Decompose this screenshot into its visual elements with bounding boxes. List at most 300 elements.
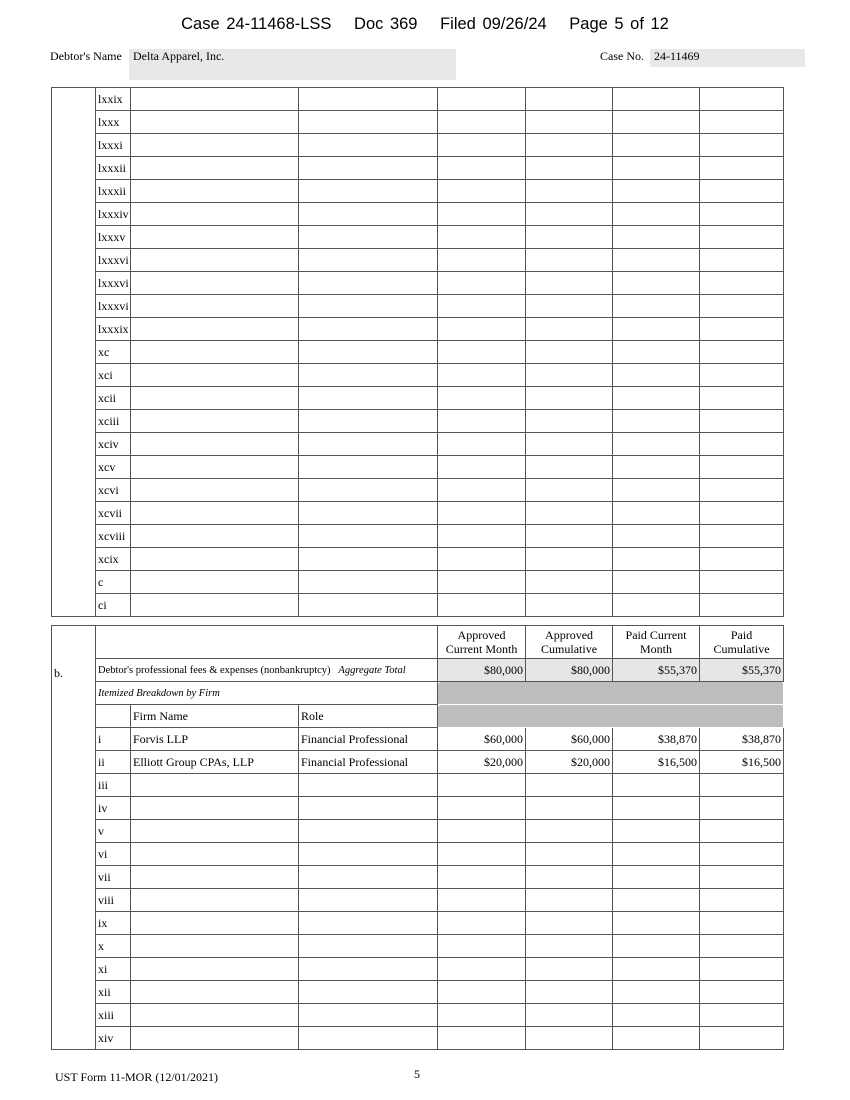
approved-cumulative-cell[interactable] — [526, 433, 613, 456]
approved-cumulative-cell[interactable] — [526, 180, 613, 203]
paid-current-cell[interactable] — [613, 571, 700, 594]
firm-name-cell[interactable]: Forvis LLP — [131, 728, 299, 751]
firm-name-cell[interactable] — [131, 157, 299, 180]
row-number: xc — [96, 341, 131, 364]
approved-current-cell[interactable] — [438, 341, 526, 364]
table-row — [52, 272, 784, 295]
firm-name-cell[interactable] — [131, 935, 299, 958]
approved-cumulative-cell[interactable] — [526, 157, 613, 180]
paid-current-cell[interactable] — [613, 180, 700, 203]
firm-name-cell[interactable] — [131, 571, 299, 594]
paid-cumulative-cell[interactable] — [700, 797, 784, 820]
paid-current-cell[interactable] — [613, 958, 700, 981]
row-number: c — [96, 571, 131, 594]
paid-cumulative-cell[interactable] — [700, 272, 784, 295]
role-cell[interactable] — [299, 479, 438, 502]
firm-number: vi — [96, 843, 131, 866]
role-cell[interactable] — [299, 935, 438, 958]
approved-cumulative-cell[interactable] — [526, 958, 613, 981]
paid-current-cell[interactable] — [613, 843, 700, 866]
table-row — [52, 180, 784, 203]
firm-name-cell[interactable] — [131, 203, 299, 226]
table-row — [52, 682, 784, 705]
paid-cumulative-cell[interactable] — [700, 88, 784, 111]
paid-current-cell[interactable] — [613, 318, 700, 341]
paid-current-cell[interactable]: $16,500 — [613, 751, 700, 774]
approved-cumulative-cell[interactable] — [526, 226, 613, 249]
approved-cumulative-cell[interactable] — [526, 502, 613, 525]
approved-current-cell[interactable] — [438, 843, 526, 866]
firm-name-cell[interactable] — [131, 249, 299, 272]
approved-current-cell[interactable] — [438, 774, 526, 797]
approved-cumulative-cell[interactable] — [526, 479, 613, 502]
approved-current-cell[interactable] — [438, 111, 526, 134]
aggregate-label — [96, 659, 438, 682]
itemized-label: Itemized Breakdown by Firm — [96, 682, 438, 705]
paid-cumulative-cell[interactable] — [700, 341, 784, 364]
approved-cumulative-cell[interactable] — [526, 203, 613, 226]
row-number: xcv — [96, 456, 131, 479]
approved-current-cell[interactable] — [438, 157, 526, 180]
paid-cumulative-cell[interactable] — [700, 1004, 784, 1027]
firm-name-cell[interactable] — [131, 318, 299, 341]
approved-current-cell[interactable] — [438, 249, 526, 272]
firm-name-cell[interactable] — [131, 525, 299, 548]
role-cell[interactable] — [299, 318, 438, 341]
paid-current-cell[interactable] — [613, 272, 700, 295]
row-number: ci — [96, 594, 131, 617]
paid-current-cell[interactable] — [613, 1027, 700, 1050]
table-row — [52, 295, 784, 318]
approved-cumulative-cell[interactable] — [526, 410, 613, 433]
table-row — [52, 728, 784, 751]
aggregate-value[interactable]: $55,370 — [700, 659, 784, 682]
paid-cumulative-cell[interactable] — [700, 226, 784, 249]
firm-name-cell[interactable] — [131, 774, 299, 797]
role-cell[interactable] — [299, 88, 438, 111]
role-header: Role — [299, 705, 438, 728]
court-filing-stamp — [0, 15, 850, 34]
case-number-stamp: Case 24-11468-LSS — [181, 15, 332, 33]
paid-current-cell[interactable] — [613, 820, 700, 843]
paid-current-cell[interactable] — [613, 594, 700, 617]
paid-cumulative-cell[interactable] — [700, 203, 784, 226]
aggregate-value[interactable]: $80,000 — [438, 659, 526, 682]
role-cell[interactable] — [299, 456, 438, 479]
approved-current-cell[interactable] — [438, 912, 526, 935]
firm-name-cell[interactable] — [131, 889, 299, 912]
paid-current-cell[interactable] — [613, 226, 700, 249]
firm-name-cell[interactable] — [131, 433, 299, 456]
firm-number: v — [96, 820, 131, 843]
paid-cumulative-cell[interactable] — [700, 479, 784, 502]
firm-name-cell[interactable]: Elliott Group CPAs, LLP — [131, 751, 299, 774]
paid-cumulative-cell[interactable] — [700, 820, 784, 843]
paid-cumulative-cell[interactable] — [700, 889, 784, 912]
approved-cumulative-cell[interactable] — [526, 912, 613, 935]
firm-name-cell[interactable] — [131, 797, 299, 820]
approved-current-cell[interactable] — [438, 889, 526, 912]
approved-current-cell[interactable] — [438, 456, 526, 479]
firm-number: iii — [96, 774, 131, 797]
approved-cumulative-cell[interactable] — [526, 889, 613, 912]
page-count-stamp: Page 5 of 12 — [569, 15, 669, 33]
paid-current-cell[interactable] — [613, 410, 700, 433]
role-cell[interactable]: Financial Professional — [299, 728, 438, 751]
role-cell[interactable] — [299, 1027, 438, 1050]
firm-name-cell[interactable] — [131, 226, 299, 249]
firm-number: vii — [96, 866, 131, 889]
table-row — [52, 843, 784, 866]
role-cell[interactable] — [299, 548, 438, 571]
approved-cumulative-cell[interactable] — [526, 134, 613, 157]
approved-cumulative-cell[interactable] — [526, 272, 613, 295]
approved-cumulative-cell[interactable] — [526, 318, 613, 341]
paid-current-cell[interactable] — [613, 866, 700, 889]
firm-name-cell[interactable] — [131, 387, 299, 410]
approved-cumulative-cell[interactable]: $20,000 — [526, 751, 613, 774]
paid-current-cell[interactable] — [613, 502, 700, 525]
approved-current-cell[interactable] — [438, 295, 526, 318]
case-no-field[interactable]: 24-11469 — [650, 49, 805, 67]
paid-current-cell[interactable] — [613, 88, 700, 111]
approved-cumulative-cell[interactable] — [526, 843, 613, 866]
firm-name-cell[interactable] — [131, 594, 299, 617]
role-cell[interactable] — [299, 820, 438, 843]
paid-cumulative-cell[interactable] — [700, 295, 784, 318]
column-header: Approved Current Month — [438, 626, 526, 659]
aggregate-value[interactable]: $55,370 — [613, 659, 700, 682]
approved-current-cell[interactable] — [438, 935, 526, 958]
paid-cumulative-cell[interactable] — [700, 387, 784, 410]
role-cell[interactable] — [299, 111, 438, 134]
role-cell[interactable] — [299, 958, 438, 981]
paid-cumulative-cell[interactable] — [700, 843, 784, 866]
shaded-block — [438, 705, 784, 728]
approved-current-cell[interactable] — [438, 387, 526, 410]
firm-name-cell[interactable] — [131, 912, 299, 935]
role-cell[interactable] — [299, 843, 438, 866]
filed-date-stamp: Filed 09/26/24 — [440, 15, 547, 33]
paid-current-cell[interactable] — [613, 912, 700, 935]
approved-cumulative-cell[interactable] — [526, 797, 613, 820]
header-blank — [96, 626, 438, 659]
approved-current-cell[interactable] — [438, 525, 526, 548]
firm-number: x — [96, 935, 131, 958]
approved-current-cell[interactable] — [438, 203, 526, 226]
approved-current-cell[interactable] — [438, 548, 526, 571]
table-row — [52, 548, 784, 571]
role-cell[interactable] — [299, 410, 438, 433]
table-row — [52, 935, 784, 958]
approved-cumulative-cell[interactable] — [526, 341, 613, 364]
firm-name-cell[interactable] — [131, 134, 299, 157]
firm-name-cell[interactable] — [131, 295, 299, 318]
paid-current-cell[interactable] — [613, 525, 700, 548]
table-row — [52, 410, 784, 433]
paid-cumulative-cell[interactable] — [700, 866, 784, 889]
table-row — [52, 889, 784, 912]
role-cell[interactable] — [299, 797, 438, 820]
approved-current-cell[interactable] — [438, 410, 526, 433]
paid-current-cell[interactable] — [613, 456, 700, 479]
paid-cumulative-cell[interactable] — [700, 364, 784, 387]
table-row — [52, 626, 784, 659]
professional-fees-table — [51, 625, 784, 1050]
firm-number: ii — [96, 751, 131, 774]
approved-current-cell[interactable]: $20,000 — [438, 751, 526, 774]
paid-cumulative-cell[interactable] — [700, 410, 784, 433]
approved-cumulative-cell[interactable] — [526, 594, 613, 617]
row-number: xciv — [96, 433, 131, 456]
approved-current-cell[interactable] — [438, 272, 526, 295]
paid-current-cell[interactable] — [613, 548, 700, 571]
paid-cumulative-cell[interactable] — [700, 912, 784, 935]
paid-current-cell[interactable] — [613, 797, 700, 820]
approved-current-cell[interactable] — [438, 1027, 526, 1050]
row-number: lxxxii — [96, 157, 131, 180]
paid-current-cell[interactable] — [613, 889, 700, 912]
table-row — [52, 203, 784, 226]
approved-current-cell[interactable] — [438, 226, 526, 249]
approved-cumulative-cell[interactable] — [526, 774, 613, 797]
paid-current-cell[interactable] — [613, 203, 700, 226]
paid-current-cell[interactable] — [613, 433, 700, 456]
firm-name-cell[interactable] — [131, 1027, 299, 1050]
role-cell[interactable] — [299, 594, 438, 617]
role-cell[interactable] — [299, 433, 438, 456]
table-row — [52, 318, 784, 341]
table-row — [52, 456, 784, 479]
paid-current-cell[interactable] — [613, 981, 700, 1004]
table-row — [52, 571, 784, 594]
role-cell[interactable] — [299, 226, 438, 249]
table-row — [52, 433, 784, 456]
paid-cumulative-cell[interactable] — [700, 774, 784, 797]
role-cell[interactable] — [299, 180, 438, 203]
paid-cumulative-cell[interactable] — [700, 1027, 784, 1050]
firm-number: xii — [96, 981, 131, 1004]
firm-name-cell[interactable] — [131, 479, 299, 502]
paid-current-cell[interactable] — [613, 249, 700, 272]
firm-name-cell[interactable] — [131, 341, 299, 364]
section-label: b. — [52, 626, 96, 1050]
table-row — [52, 958, 784, 981]
approved-current-cell[interactable] — [438, 1004, 526, 1027]
firm-number: xiv — [96, 1027, 131, 1050]
firm-name-cell[interactable] — [131, 180, 299, 203]
firm-name-cell[interactable] — [131, 820, 299, 843]
paid-cumulative-cell[interactable]: $38,870 — [700, 728, 784, 751]
table-row — [52, 1027, 784, 1050]
row-number: xci — [96, 364, 131, 387]
paid-current-cell[interactable] — [613, 1004, 700, 1027]
firm-name-cell[interactable] — [131, 958, 299, 981]
paid-current-cell[interactable] — [613, 157, 700, 180]
approved-cumulative-cell[interactable] — [526, 935, 613, 958]
approved-cumulative-cell[interactable] — [526, 820, 613, 843]
row-number: xcix — [96, 548, 131, 571]
role-cell[interactable] — [299, 203, 438, 226]
approved-current-cell[interactable] — [438, 479, 526, 502]
row-number: lxxx — [96, 111, 131, 134]
approved-cumulative-cell[interactable] — [526, 548, 613, 571]
paid-current-cell[interactable] — [613, 935, 700, 958]
role-cell[interactable] — [299, 134, 438, 157]
table-row — [52, 820, 784, 843]
role-cell[interactable] — [299, 295, 438, 318]
firm-name-cell[interactable] — [131, 843, 299, 866]
role-cell[interactable] — [299, 249, 438, 272]
role-cell[interactable] — [299, 912, 438, 935]
approved-cumulative-cell[interactable] — [526, 111, 613, 134]
row-number: lxxxi — [96, 134, 131, 157]
section-cell — [52, 88, 96, 617]
paid-current-cell[interactable] — [613, 295, 700, 318]
column-header: Paid Cumulative — [700, 626, 784, 659]
approved-current-cell[interactable] — [438, 820, 526, 843]
table-row — [52, 479, 784, 502]
row-number: xcii — [96, 387, 131, 410]
role-cell[interactable] — [299, 866, 438, 889]
row-number: lxxxvi — [96, 295, 131, 318]
role-cell[interactable] — [299, 1004, 438, 1027]
approved-current-cell[interactable] — [438, 958, 526, 981]
paid-cumulative-cell[interactable] — [700, 249, 784, 272]
paid-cumulative-cell[interactable] — [700, 433, 784, 456]
approved-cumulative-cell[interactable] — [526, 364, 613, 387]
paid-cumulative-cell[interactable]: $16,500 — [700, 751, 784, 774]
approved-current-cell[interactable] — [438, 594, 526, 617]
firm-name-cell[interactable] — [131, 456, 299, 479]
table-row — [52, 705, 784, 728]
firm-name-cell[interactable] — [131, 502, 299, 525]
paid-cumulative-cell[interactable] — [700, 981, 784, 1004]
approved-current-cell[interactable] — [438, 981, 526, 1004]
row-number: xciii — [96, 410, 131, 433]
paid-cumulative-cell[interactable] — [700, 525, 784, 548]
firm-name-cell[interactable] — [131, 88, 299, 111]
approved-cumulative-cell[interactable] — [526, 981, 613, 1004]
approved-cumulative-cell[interactable]: $60,000 — [526, 728, 613, 751]
paid-cumulative-cell[interactable] — [700, 594, 784, 617]
paid-current-cell[interactable] — [613, 364, 700, 387]
role-cell[interactable] — [299, 157, 438, 180]
approved-cumulative-cell[interactable] — [526, 866, 613, 889]
debtor-name-label: Debtor's Name — [50, 49, 122, 63]
table-row — [52, 525, 784, 548]
approved-current-cell[interactable] — [438, 433, 526, 456]
paid-cumulative-cell[interactable] — [700, 958, 784, 981]
paid-cumulative-cell[interactable] — [700, 157, 784, 180]
approved-current-cell[interactable] — [438, 180, 526, 203]
approved-current-cell[interactable] — [438, 364, 526, 387]
role-cell[interactable] — [299, 272, 438, 295]
approved-cumulative-cell[interactable] — [526, 295, 613, 318]
paid-current-cell[interactable] — [613, 341, 700, 364]
approved-cumulative-cell[interactable] — [526, 1027, 613, 1050]
paid-current-cell[interactable] — [613, 387, 700, 410]
role-cell[interactable] — [299, 341, 438, 364]
firm-name-cell[interactable] — [131, 866, 299, 889]
role-cell[interactable] — [299, 981, 438, 1004]
approved-cumulative-cell[interactable] — [526, 88, 613, 111]
approved-current-cell[interactable] — [438, 318, 526, 341]
paid-cumulative-cell[interactable] — [700, 548, 784, 571]
firm-name-cell[interactable] — [131, 272, 299, 295]
role-cell[interactable]: Financial Professional — [299, 751, 438, 774]
approved-cumulative-cell[interactable] — [526, 1004, 613, 1027]
paid-cumulative-cell[interactable] — [700, 318, 784, 341]
approved-current-cell[interactable] — [438, 866, 526, 889]
paid-cumulative-cell[interactable] — [700, 571, 784, 594]
firm-name-cell[interactable] — [131, 1004, 299, 1027]
paid-current-cell[interactable] — [613, 479, 700, 502]
firm-name-cell[interactable] — [131, 548, 299, 571]
role-cell[interactable] — [299, 774, 438, 797]
firm-name-cell[interactable] — [131, 111, 299, 134]
approved-cumulative-cell[interactable] — [526, 571, 613, 594]
table-row — [52, 111, 784, 134]
row-number: xcvii — [96, 502, 131, 525]
approved-current-cell[interactable] — [438, 88, 526, 111]
role-cell[interactable] — [299, 502, 438, 525]
page-number: 5 — [414, 1067, 420, 1081]
approved-cumulative-cell[interactable] — [526, 249, 613, 272]
approved-current-cell[interactable] — [438, 797, 526, 820]
case-no-label: Case No. — [600, 49, 644, 63]
row-number: lxxxv — [96, 226, 131, 249]
approved-cumulative-cell[interactable] — [526, 456, 613, 479]
approved-current-cell[interactable] — [438, 134, 526, 157]
approved-cumulative-cell[interactable] — [526, 525, 613, 548]
form-footer: UST Form 11-MOR (12/01/2021) — [55, 1070, 219, 1084]
aggregate-value[interactable]: $80,000 — [526, 659, 613, 682]
firm-name-cell[interactable] — [131, 981, 299, 1004]
paid-current-cell[interactable]: $38,870 — [613, 728, 700, 751]
role-cell[interactable] — [299, 571, 438, 594]
shaded-block — [438, 682, 784, 705]
paid-current-cell[interactable] — [613, 134, 700, 157]
approved-current-cell[interactable] — [438, 502, 526, 525]
paid-cumulative-cell[interactable] — [700, 134, 784, 157]
approved-cumulative-cell[interactable] — [526, 387, 613, 410]
paid-cumulative-cell[interactable] — [700, 502, 784, 525]
continued-items-table — [51, 87, 784, 617]
paid-cumulative-cell[interactable] — [700, 935, 784, 958]
role-cell[interactable] — [299, 889, 438, 912]
role-cell[interactable] — [299, 364, 438, 387]
approved-current-cell[interactable]: $60,000 — [438, 728, 526, 751]
firm-name-cell[interactable] — [131, 410, 299, 433]
firm-number: ix — [96, 912, 131, 935]
paid-cumulative-cell[interactable] — [700, 456, 784, 479]
firm-name-header: Firm Name — [131, 705, 299, 728]
paid-current-cell[interactable] — [613, 111, 700, 134]
role-cell[interactable] — [299, 387, 438, 410]
paid-current-cell[interactable] — [613, 774, 700, 797]
debtor-name-field[interactable]: Delta Apparel, Inc. — [129, 49, 456, 80]
approved-current-cell[interactable] — [438, 571, 526, 594]
table-row — [52, 797, 784, 820]
firm-name-cell[interactable] — [131, 364, 299, 387]
paid-cumulative-cell[interactable] — [700, 111, 784, 134]
aggregate-tag: Aggregate Total — [338, 664, 406, 676]
table-row — [52, 226, 784, 249]
role-cell[interactable] — [299, 525, 438, 548]
table-row — [52, 341, 784, 364]
paid-cumulative-cell[interactable] — [700, 180, 784, 203]
